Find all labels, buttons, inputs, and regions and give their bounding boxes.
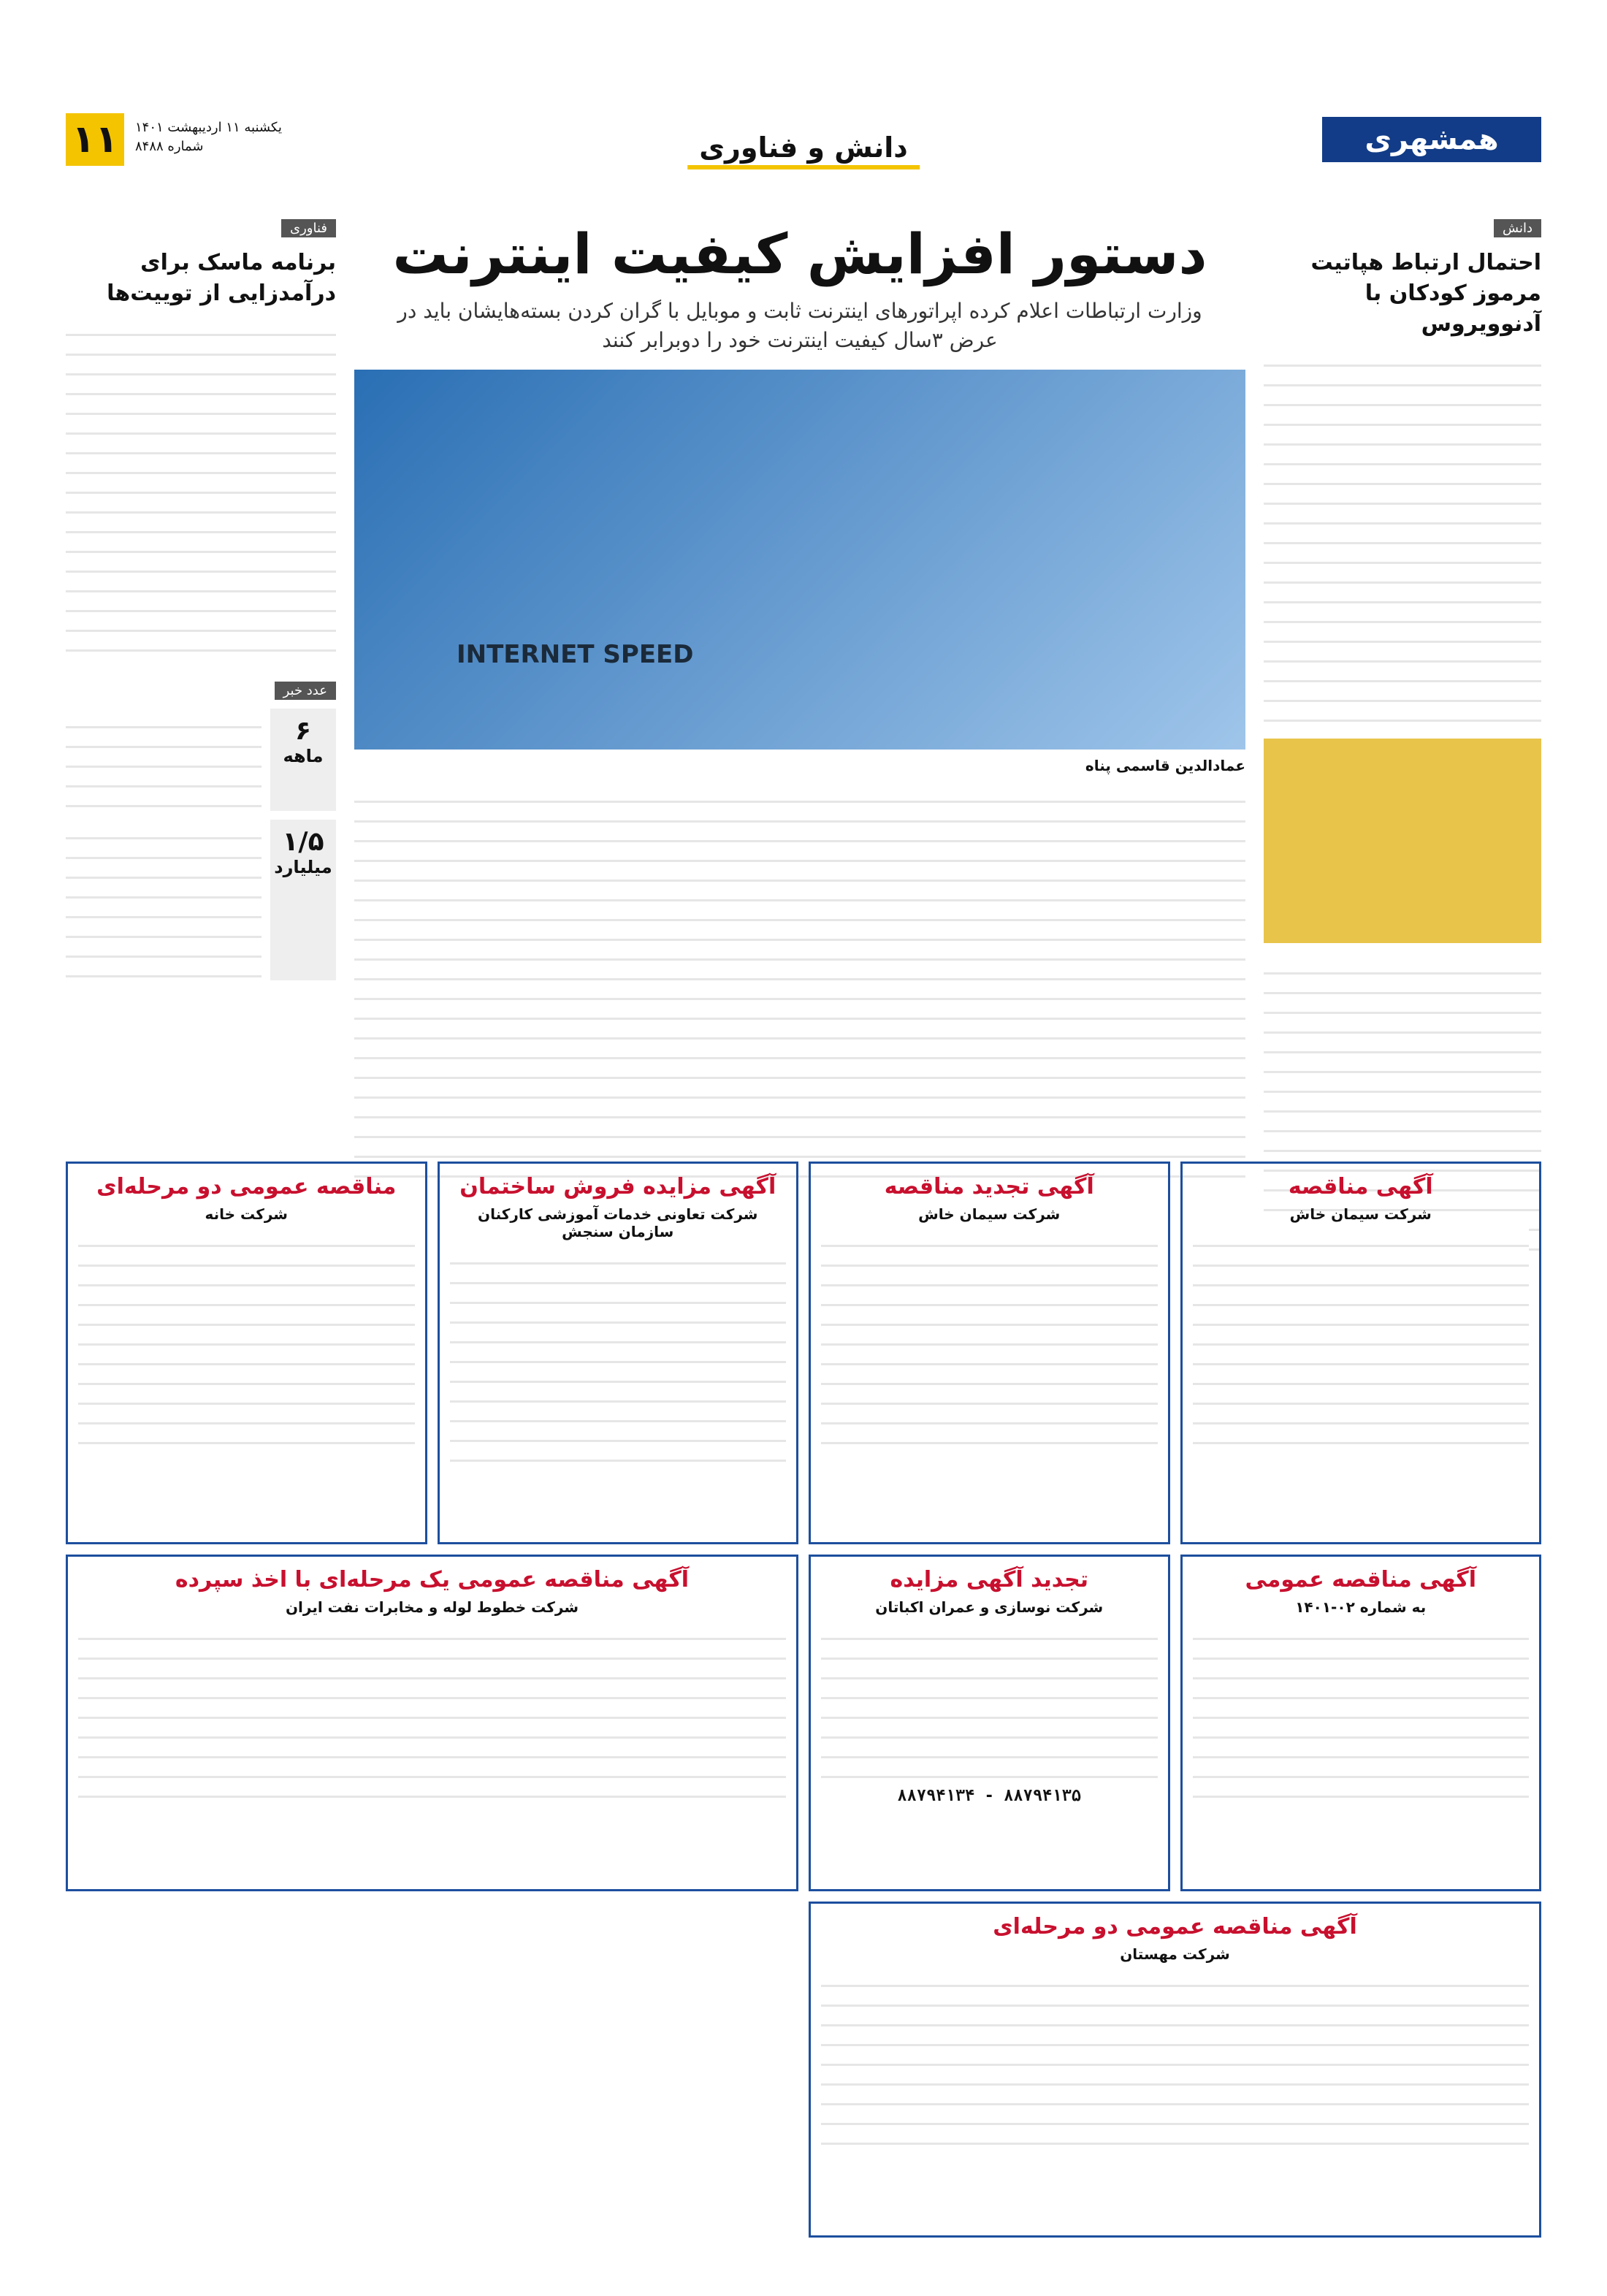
ad-two-stage-tender [809, 1902, 1541, 2238]
number-body [66, 709, 262, 811]
ad-company: شرکت خانه [205, 1205, 288, 1223]
ad-number: به شماره ۰۲-۱۴۰۱ [1295, 1598, 1427, 1617]
section-tag: فناوری [281, 219, 336, 237]
number-item [66, 820, 336, 980]
brand-logo: همشهری [1322, 117, 1541, 162]
ad-deposit-tender [66, 1555, 798, 1891]
ad-phone: ۸۸۷۹۴۱۳۴ - ۸۸۷۹۴۱۳۵ [897, 1787, 1082, 1806]
ad-company: شرکت سیمان خاش [918, 1205, 1061, 1223]
ad-title: آگهی مناقصه عمومی [1245, 1567, 1477, 1593]
byline: عمادالدین قاسمی پناه [1085, 757, 1245, 774]
subhead: وزارت ارتباطات اعلام کرده اپراتورهای اینترنت ثابت و موبایل با گران کردن بسته‌هایشان باید در عرض ۳سال کیفیت اینترنت خود را دوبرابر کنند [397, 299, 1202, 352]
page-number: ۱۱ [66, 113, 124, 166]
ad-title: مناقصه عمومی دو مرحله‌ای [96, 1174, 397, 1200]
masthead [66, 110, 1541, 175]
hero-label: INTERNET SPEED [457, 640, 694, 669]
ad-two-stage [66, 1162, 427, 1544]
ad-title: تجدید آگهی مزایده [890, 1567, 1088, 1593]
issue-number: شماره ۸۴۸۸ [135, 139, 204, 154]
ad-renewed-tender [809, 1162, 1170, 1544]
ad-public-tender [1180, 1555, 1542, 1891]
ad-title: آگهی مناقصه عمومی یک مرحله‌ای با اخذ سپرده [175, 1567, 690, 1593]
number-value: ۶ ماهه [270, 709, 336, 811]
ad-company: شرکت سیمان خاش [1289, 1205, 1432, 1223]
number-item [66, 709, 336, 811]
ad-title: آگهی مناقصه عمومی دو مرحله‌ای [993, 1913, 1357, 1940]
numbers-tag: عدد خبر [275, 682, 336, 700]
ads-section [66, 1162, 1541, 2238]
ad-company: شرکت مهستان [1120, 1945, 1230, 1963]
main-article [354, 219, 1245, 1178]
issue-date: یکشنبه ۱۱ اردیبهشت ۱۴۰۱ [135, 120, 282, 135]
ad-company: شرکت خطوط لوله و مخابرات نفت ایران [285, 1598, 579, 1617]
issue-info [135, 118, 282, 156]
ad-renewed-auction [809, 1555, 1170, 1891]
ad-auction [438, 1162, 799, 1544]
number-value: ۱/۵ میلیارد [270, 820, 336, 980]
right-column [1264, 219, 1541, 1262]
ad-company: شرکت نوسازی و عمران اکباتان [875, 1598, 1104, 1617]
ad-title: آگهی مزایده فروش ساختمان [459, 1174, 776, 1200]
ad-tender [1180, 1162, 1542, 1544]
column-title: برنامه ماسک برای درآمدزایی از توییت‌ها [107, 250, 336, 306]
headline: دستور افزایش کیفیت اینترنت [392, 221, 1207, 286]
article-body [66, 316, 336, 667]
ad-title: آگهی تجدید مناقصه [884, 1174, 1094, 1200]
section-title: دانش و فناوری [687, 131, 920, 169]
hero-image [354, 370, 1245, 750]
ad-title: آگهی مناقصه [1288, 1174, 1433, 1200]
number-body [66, 820, 262, 980]
section-tag: دانش [1494, 219, 1541, 237]
article-photo [1264, 739, 1541, 943]
article-body [354, 783, 1245, 1178]
left-column [66, 219, 336, 989]
column-title: احتمال ارتباط هپاتیت مرموز کودکان با آدنوویروس [1310, 250, 1541, 337]
article-body [1264, 347, 1541, 727]
ad-company: شرکت تعاونی خدمات آموزشی کارکنان سازمان سنجش [478, 1205, 758, 1240]
